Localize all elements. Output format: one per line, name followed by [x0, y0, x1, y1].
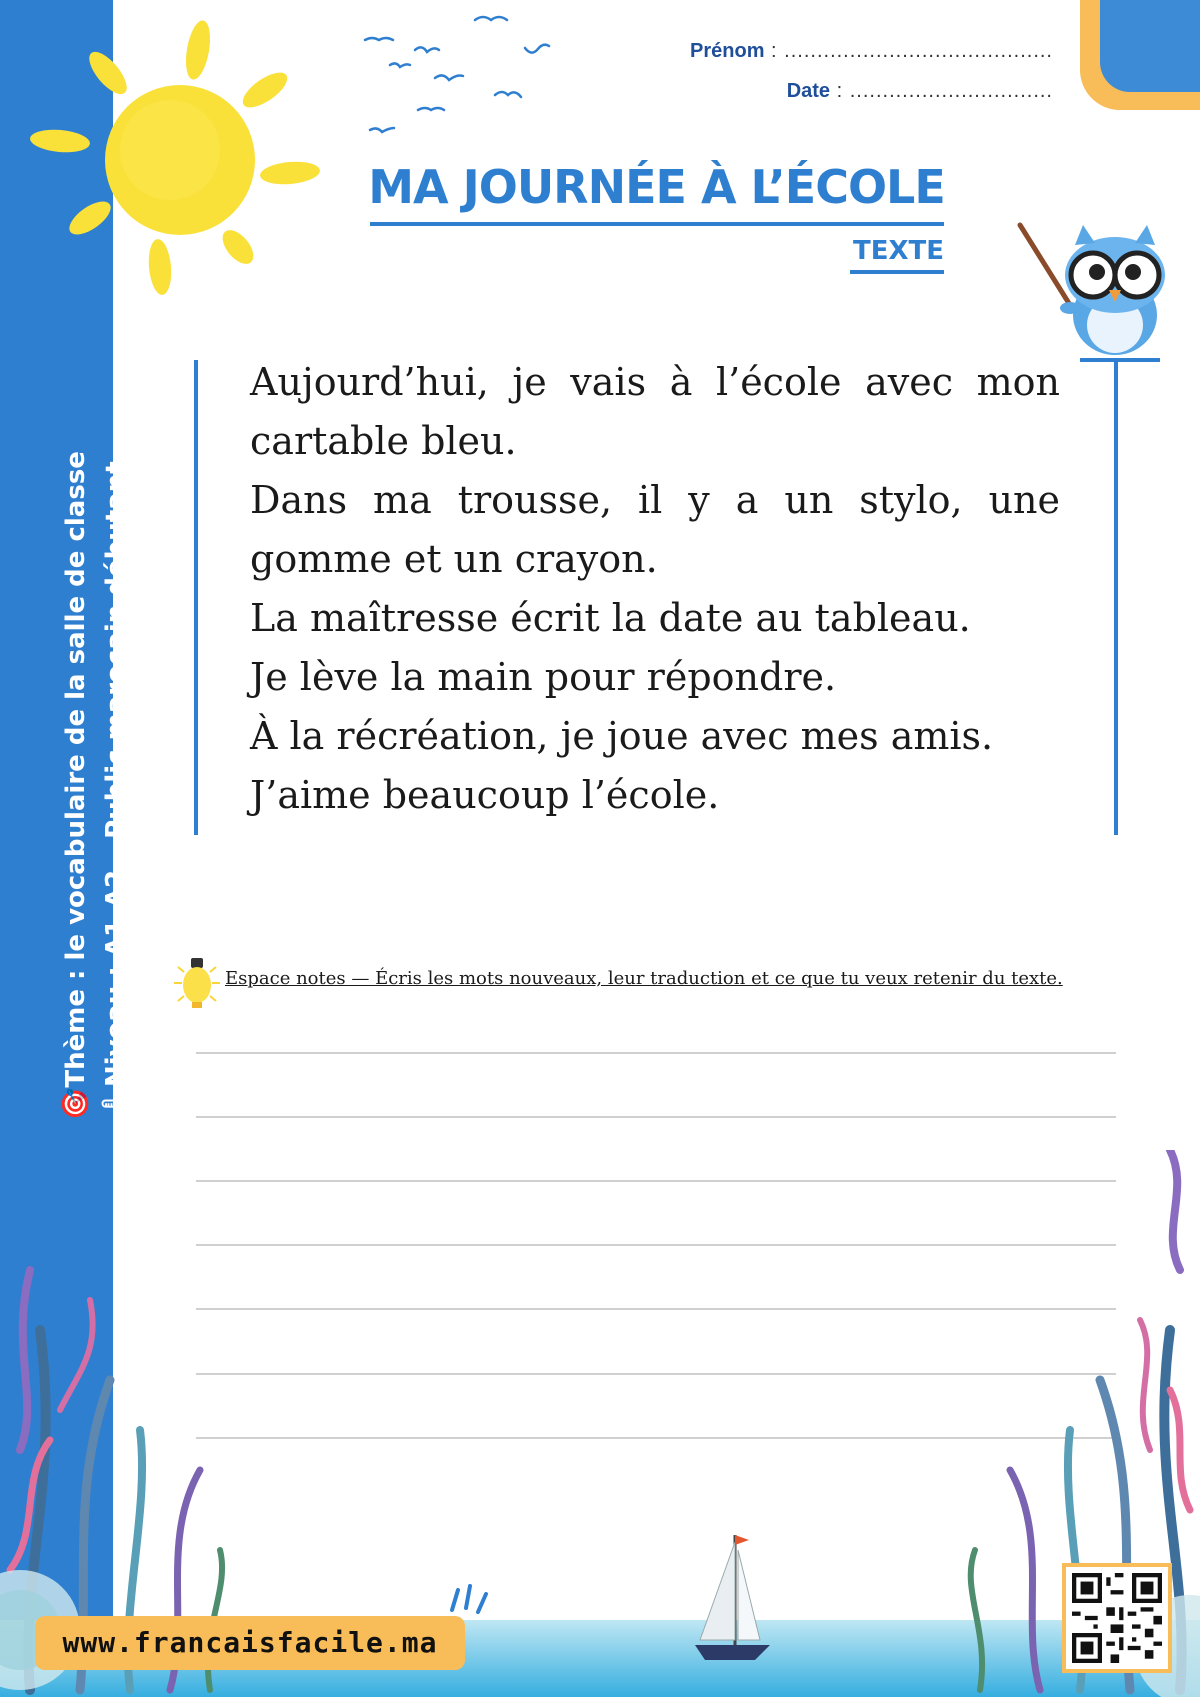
title-underline: [370, 222, 944, 226]
text-frame-left: [194, 360, 198, 835]
subtitle-underline: [850, 270, 944, 274]
qr-code[interactable]: [1062, 1563, 1172, 1673]
level-line: 🌡Niveau : A1-A2 – Public marocain débutant: [101, 461, 131, 1120]
note-line[interactable]: [196, 1052, 1116, 1054]
lightbulb-icon: [168, 955, 226, 1017]
owl-icon: [1015, 220, 1175, 365]
prenom-field[interactable]: [690, 40, 1053, 63]
qr-code-pattern: [1072, 1573, 1162, 1663]
page-title: MA JOURNÉE À L’ÉCOLE: [368, 160, 945, 214]
corner-tab: [1080, 0, 1200, 110]
notes-title: Espace notes — Écris les mots nouveaux, leur traduction et ce que tu veux retenir du texte.: [225, 968, 1063, 989]
story-paragraph: La maîtresse écrit la date au tableau.: [250, 596, 971, 640]
prenom-label: Prénom: [690, 40, 765, 62]
date-field[interactable]: [787, 80, 1053, 103]
sun-icon: [10, 5, 320, 305]
date-blank[interactable]: : ...............................: [830, 80, 1053, 102]
story-text: [250, 353, 1060, 825]
story-paragraph: Aujourd’hui, je vais à l’école avec mon cartable bleu.: [250, 360, 1060, 463]
prenom-blank[interactable]: : .........................................: [764, 40, 1053, 62]
note-line[interactable]: [196, 1116, 1116, 1118]
date-label: Date: [786, 80, 831, 102]
page-subtitle: TEXTE: [852, 236, 944, 266]
birds-icon: [360, 10, 570, 140]
website-link[interactable]: www.francaisfacile.ma: [35, 1616, 465, 1670]
story-paragraph: À la récréation, je joue avec mes amis.: [250, 714, 994, 758]
story-paragraph: Je lève la main pour répondre.: [250, 655, 837, 699]
side-caption: [56, 451, 136, 1120]
text-frame-right: [1114, 360, 1118, 835]
story-paragraph: J’aime beaucoup l’école.: [250, 773, 720, 817]
story-paragraph: Dans ma trousse, il y a un stylo, une gomme et un crayon.: [250, 478, 1060, 581]
theme-line: 🎯Thème : le vocabulaire de la salle de classe: [61, 451, 91, 1120]
coral-decoration: [0, 1150, 1200, 1697]
